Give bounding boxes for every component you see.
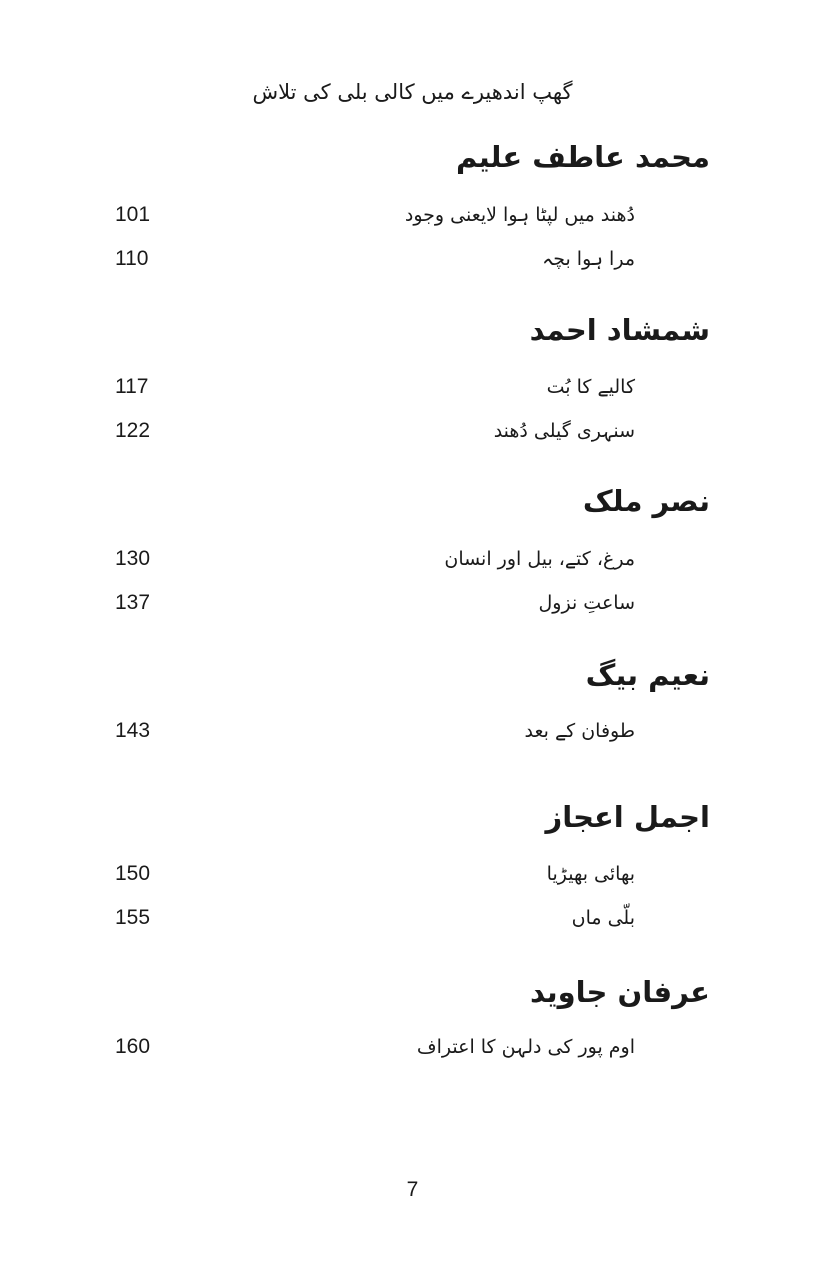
- toc-entry-page: 143: [115, 719, 151, 742]
- author-heading: شمشاد احمد: [529, 313, 710, 347]
- toc-entry-page: 160: [115, 1035, 151, 1058]
- running-header: گھپ اندھیرے میں کالی بلی کی تلاش: [252, 80, 573, 104]
- toc-entry-title[interactable]: کالیے کا بُت: [546, 376, 635, 398]
- toc-entry-page: 130: [115, 547, 151, 570]
- toc-entry-page: 110: [115, 247, 149, 270]
- toc-entry-title[interactable]: سنہری گیلی دُھند: [493, 420, 635, 442]
- toc-entry-page: 137: [115, 591, 151, 614]
- toc-entry-title[interactable]: بھائی بھیڑیا: [546, 863, 635, 885]
- toc-entry-title[interactable]: ساعتِ نزول: [538, 592, 635, 614]
- author-heading: محمد عاطف علیم: [455, 140, 710, 174]
- toc-entry-title[interactable]: اوم پور کی دلہن کا اعتراف: [416, 1036, 635, 1058]
- toc-entry-title[interactable]: طوفان کے بعد: [524, 720, 635, 742]
- toc-entry-title[interactable]: مرا ہوا بچہ: [542, 248, 635, 270]
- author-heading: نعیم بیگ: [585, 658, 710, 692]
- toc-entry-page: 150: [115, 862, 151, 885]
- author-heading: اجمل اعجاز: [545, 800, 710, 834]
- page-number: 7: [406, 1178, 419, 1201]
- toc-entry-title[interactable]: مرغ، کتے، بیل اور انسان: [444, 548, 635, 570]
- toc-entry-title[interactable]: دُھند میں لپٹا ہوا لایعنی وجود: [404, 204, 635, 226]
- toc-entry-page: 122: [115, 419, 151, 442]
- toc-entry-title[interactable]: بلّی ماں: [571, 907, 635, 929]
- toc-entry-page: 101: [115, 203, 151, 226]
- author-heading: عرفان جاوید: [529, 975, 710, 1009]
- toc-entry-page: 117: [115, 375, 149, 398]
- toc-entry-page: 155: [115, 906, 151, 929]
- author-heading: نصر ملک: [582, 484, 710, 518]
